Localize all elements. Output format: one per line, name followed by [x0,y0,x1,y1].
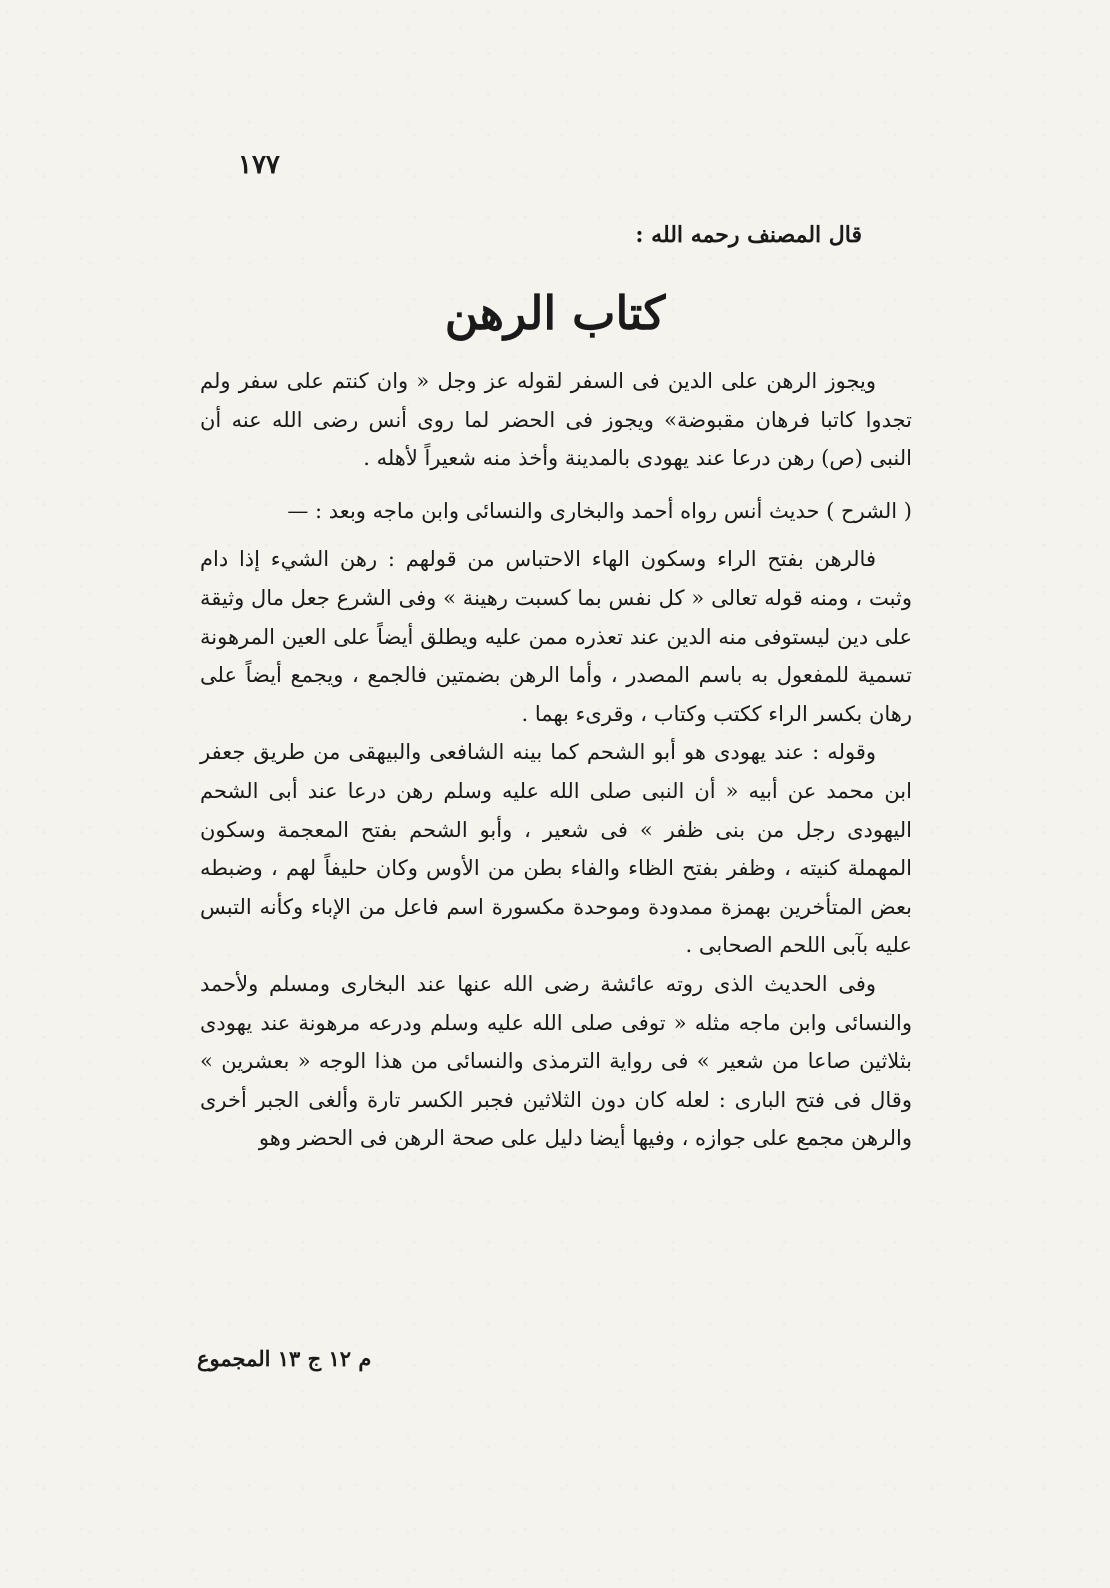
paragraph-matn: ويجوز الرهن على الدين فى السفر لقوله عز وجل « وان كنتم على سفر ولم تجدوا كاتبا فرهان مقبوضة» ويجوز فى الحضر لما روى أنس رضى الله عنه أن النبى (ص) رهن درعا عند يهودى بالمدينة وأخذ منه شعيراً لأهله . [200,369,912,471]
author-attribution: قال المصنف رحمه الله : [635,222,862,248]
body-text [200,362,912,1158]
paragraph-sharh-heading: ( الشرح ) حديث أنس رواه أحمد والبخارى والنسائى وابن ماجه وبعد : — [287,498,912,523]
signature-line: م ١٢ ج ١٣ المجموع [197,1346,372,1371]
paragraph-yahudi: وقوله : عند يهودى هو أبو الشحم كما بينه الشافعى والبيهقى من طريق جعفر ابن محمد عن أبيه « أن النبى صلى الله عليه وسلم رهن درعا عند أبى الشحم اليهودى رجل من بنى ظفر » فى شعير ، وأبو الشحم بفتح المعجمة وسكون المهملة كنيته ، وظفر بفتح الظاء والفاء بطن من الأوس وكان حليفاً لهم ، وضبطه بعض المتأخرين بهمزة ممدودة وموحدة مكسورة اسم فاعل من الإباء وكأنه التبس عليه بآبى اللحم الصحابى . [200,740,912,958]
chapter-title: كتاب الرهن [444,286,666,340]
paragraph-definition: فالرهن بفتح الراء وسكون الهاء الاحتباس من قولهم : رهن الشيء إذا دام وثبت ، ومنه قوله تعالى « كل نفس بما كسبت رهينة » وفى الشرع جعل مال وثيقة على دين ليستوفى منه الدين عند تعذره ممن عليه ويطلق أيضاً على العين المرهونة تسمية للمفعول به باسم المصدر ، وأما الرهن بضمتين فالجمع ، ويجمع أيضاً على رهان بكسر الراء ككتب وكتاب ، وقرىء بهما . [200,547,912,726]
paragraph-aisha-hadith: وفى الحديث الذى روته عائشة رضى الله عنها عند البخارى ومسلم ولأحمد والنسائى وابن ماجه مثله « توفى صلى الله عليه وسلم ودرعه مرهونة عند يهودى بثلاثين صاعا من شعير » فى رواية الترمذى والنسائى من هذا الوجه « بعشرين » وقال فى فتح البارى : لعله كان دون الثلاثين فجبر الكسر تارة وألغى الجبر أخرى والرهن مجمع على جوازه ، وفيها أيضا دليل على صحة الرهن فى الحضر وهو [200,971,912,1151]
page-number: ١٧٧ [238,150,280,180]
